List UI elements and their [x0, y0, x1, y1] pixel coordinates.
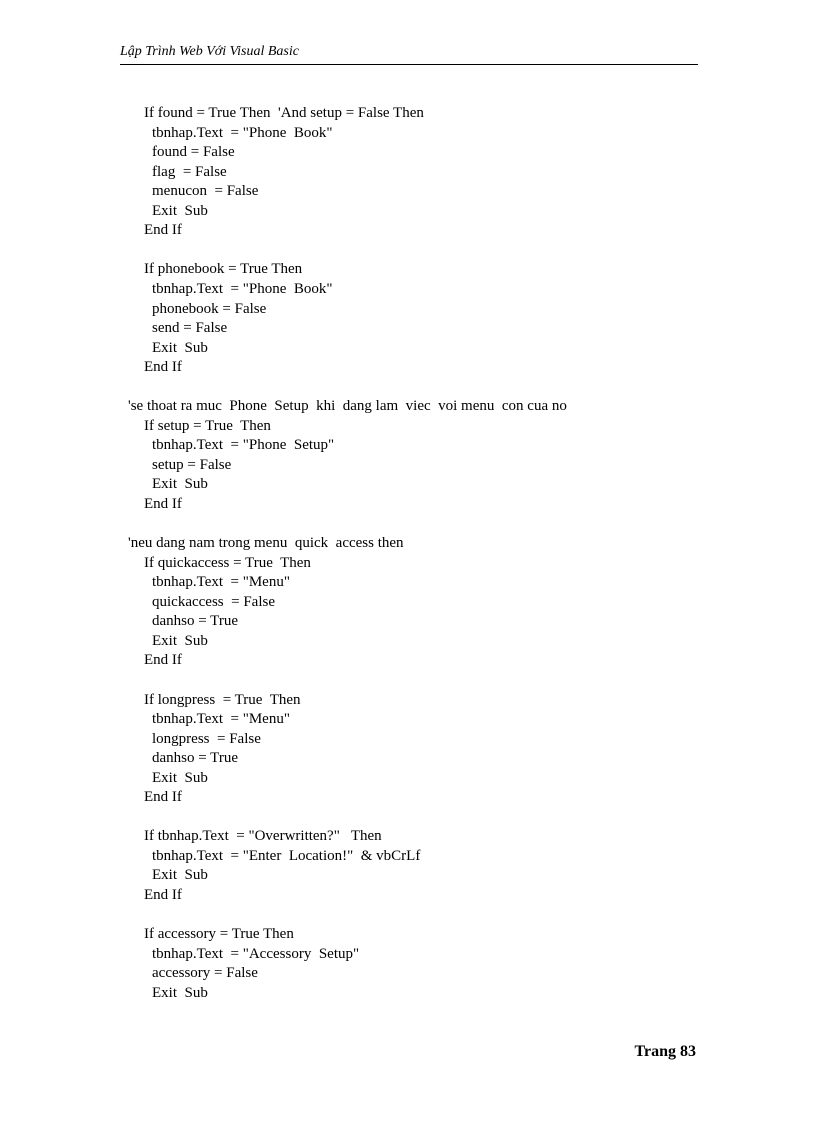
code-line: accessory = False [152, 965, 258, 982]
code-line: If phonebook = True Then [144, 261, 303, 278]
code-line: tbnhap.Text = "Enter Location!" & vbCrLf [152, 847, 421, 864]
code-line: tbnhap.Text = "Phone Setup" [152, 437, 335, 454]
code-line: quickaccess = False [152, 593, 276, 610]
code-line: send = False [152, 320, 228, 337]
code-line: Exit Sub [152, 984, 208, 1001]
code-line: setup = False [152, 456, 232, 473]
code-line: If found = True Then 'And setup = False Then [144, 105, 424, 121]
code-line: found = False [152, 144, 235, 161]
code-comment-line: 'neu dang nam trong menu quick access then [128, 535, 404, 552]
code-line: End If [144, 887, 182, 903]
code-line: Exit Sub [152, 769, 208, 786]
code-line: End If [144, 652, 182, 669]
header-title: Lập Trình Web Với Visual Basic [120, 44, 299, 59]
code-line: End If [144, 222, 182, 239]
code-line: End If [144, 789, 182, 806]
code-line: If tbnhap.Text = "Overwritten?" Then [144, 828, 382, 845]
code-line: End If [144, 496, 182, 512]
page-number: Trang 83 [634, 1043, 696, 1060]
code-line: Exit Sub [152, 339, 208, 356]
code-line: tbnhap.Text = "Menu" [152, 711, 290, 728]
code-line: tbnhap.Text = "Phone Book" [152, 124, 333, 141]
code-line: Exit Sub [152, 632, 208, 649]
code-line: End If [144, 359, 182, 376]
page-header [120, 44, 698, 65]
code-line: Exit Sub [152, 476, 208, 493]
code-line: tbnhap.Text = "Phone Book" [152, 280, 333, 297]
code-line: longpress = False [152, 730, 261, 747]
code-line: If longpress = True Then [144, 691, 301, 708]
code-line: If accessory = True Then [144, 926, 294, 943]
code-line: Exit Sub [152, 867, 208, 884]
code-line: If setup = True Then [144, 417, 271, 434]
code-line: tbnhap.Text = "Accessory Setup" [152, 945, 360, 962]
code-comment-line: 'se thoat ra muc Phone Setup khi dang lam viec voi menu con cua no [128, 398, 567, 415]
code-line: danhso = True [152, 750, 238, 767]
code-line: menucon = False [152, 183, 259, 200]
code-line: tbnhap.Text = "Menu" [152, 574, 290, 591]
code-line: Exit Sub [152, 202, 208, 219]
code-line: phonebook = False [152, 300, 267, 317]
code-line: If quickaccess = True Then [144, 554, 311, 571]
code-line: danhso = True [152, 613, 238, 630]
code-line: flag = False [152, 163, 227, 180]
